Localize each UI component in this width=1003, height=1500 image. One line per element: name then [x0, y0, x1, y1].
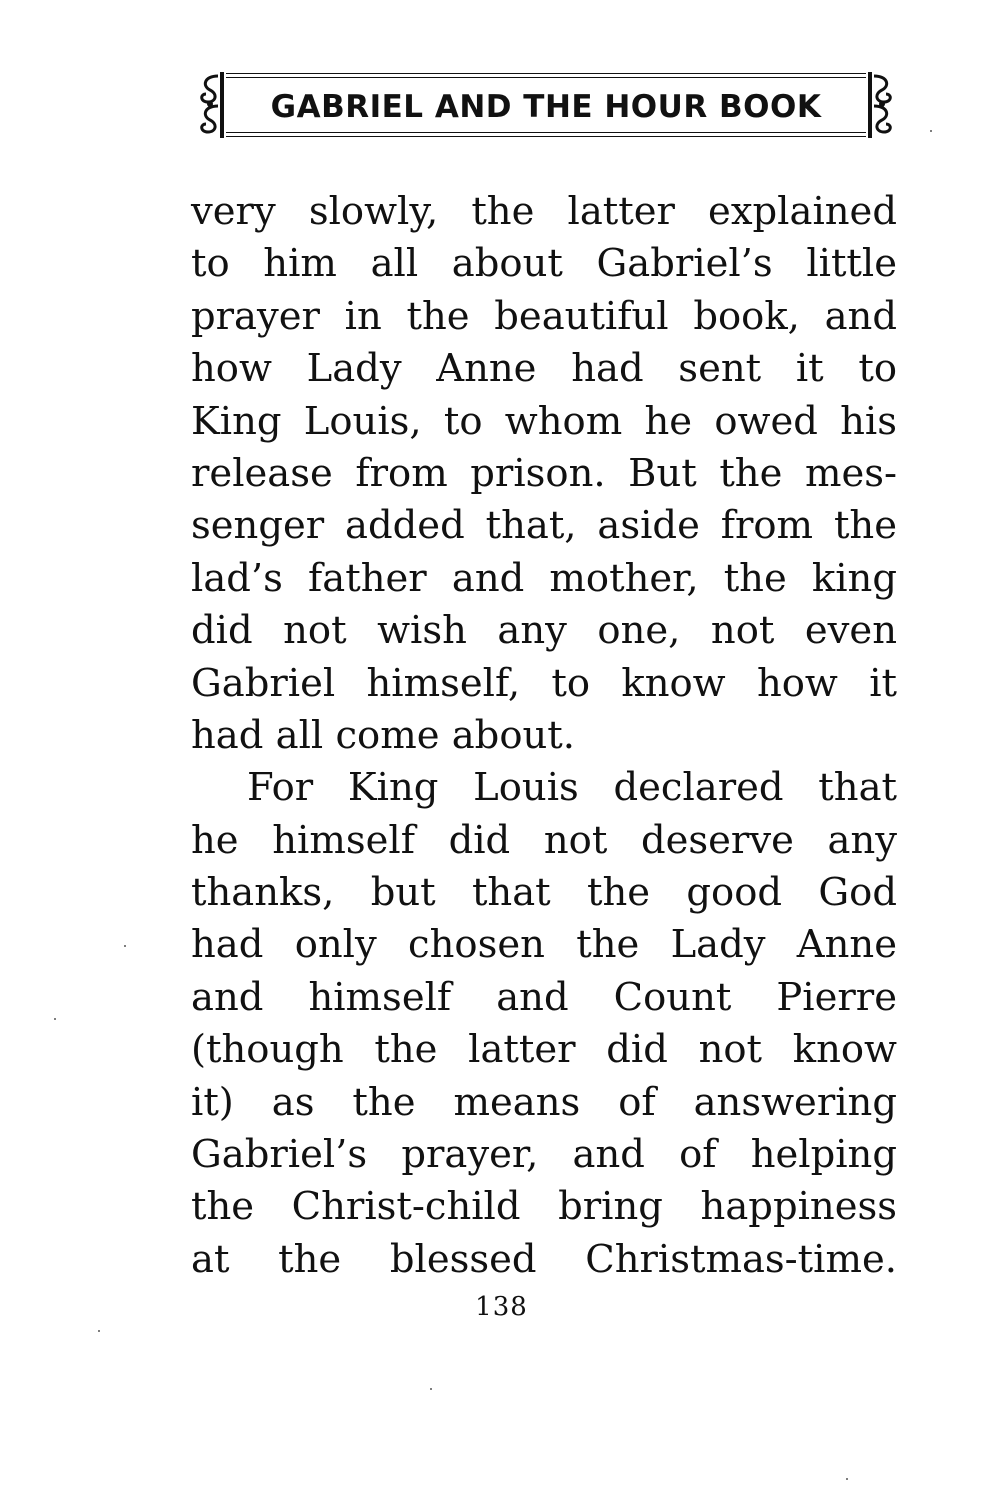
- text-line: (though the latter did not know: [191, 1027, 897, 1073]
- text-line: had only chosen the Lady Anne: [191, 922, 897, 968]
- running-header: [196, 70, 896, 140]
- text-line: release from prison. But the mes-: [191, 450, 897, 496]
- text-line: how Lady Anne had sent it to: [191, 346, 897, 392]
- header-rule-bottom-inner: [226, 132, 866, 133]
- header-rule-bottom: [226, 136, 866, 137]
- text-line: King Louis, to whom he owed his: [191, 398, 897, 444]
- text-line: very slowly, the latter explained: [191, 189, 897, 234]
- header-rule-top-inner: [226, 77, 866, 78]
- text-line: and himself and Count Pierre: [191, 974, 897, 1020]
- text-line: Gabriel himself, to know how it: [191, 660, 897, 706]
- running-header-title: GABRIEL AND THE HOUR BOOK: [270, 89, 822, 125]
- text-line: it) as the means of answering: [191, 1079, 897, 1125]
- paragraph-2: [191, 762, 897, 1286]
- text-line: he himself did not deserve any: [191, 817, 897, 863]
- header-rule-top: [226, 73, 866, 74]
- text-line: prayer in the beautiful book, and: [191, 293, 897, 339]
- scan-speck: [98, 1330, 100, 1332]
- text-line: had all come about.: [191, 712, 576, 758]
- text-line: senger added that, aside from the: [191, 503, 897, 549]
- page-number: 138: [475, 1292, 528, 1322]
- text-line: the Christ-child bring happiness: [191, 1184, 897, 1230]
- scan-speck: [430, 1388, 432, 1390]
- text-line: For King Louis declared that: [247, 765, 897, 811]
- text-line: at the blessed Christmas-time.: [191, 1236, 897, 1282]
- text-line: to him all about Gabriel’s little: [191, 241, 897, 287]
- text-line: lad’s father and mother, the king: [191, 555, 897, 601]
- text-line: thanks, but that the good God: [191, 870, 897, 916]
- scan-speck: [930, 130, 932, 132]
- text-line: did not wish any one, not even: [191, 608, 897, 654]
- scan-speck: [846, 1478, 848, 1480]
- text-line: Gabriel’s prayer, and of helping: [191, 1132, 897, 1178]
- paragraph-1: [191, 186, 897, 762]
- body-text: [191, 186, 897, 1286]
- scan-speck: [124, 945, 126, 947]
- scan-speck: [54, 1018, 56, 1020]
- scroll-ornament-right-icon: [862, 70, 896, 140]
